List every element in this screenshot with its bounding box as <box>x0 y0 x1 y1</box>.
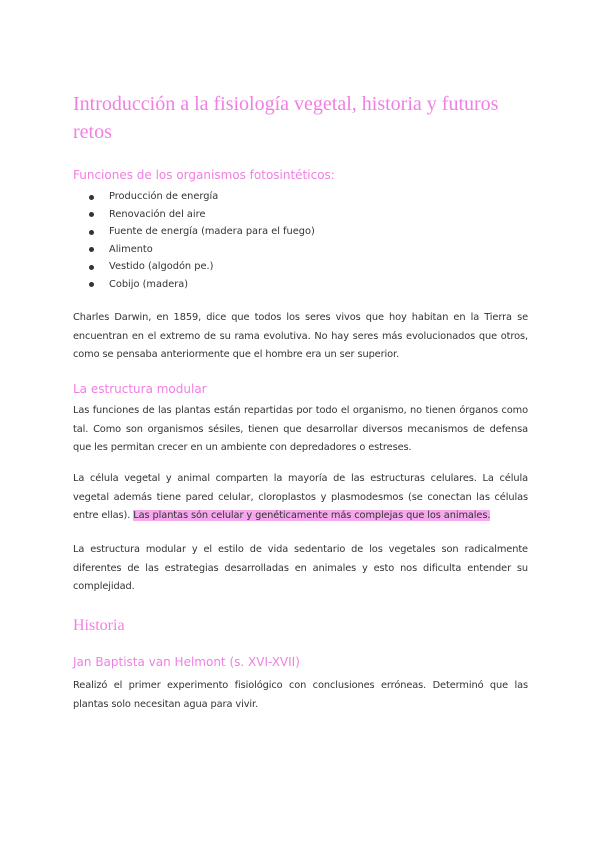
list-item: Cobijo (madera) <box>73 276 315 294</box>
bullet-icon <box>89 247 94 252</box>
list-item: Producción de energía <box>73 188 315 206</box>
bullet-icon <box>89 195 94 200</box>
estructura-paragraph-2-text: La célula vegetal y animal comparten la mayoría de las estructuras celulares. La célula vegetal además tiene pared celular, cloroplastos y plasmodesmos (se conectan las células entre ellas). <box>73 473 528 521</box>
bullet-icon <box>89 282 94 287</box>
estructura-paragraph-2 <box>73 470 528 526</box>
estructura-heading: La estructura modular <box>73 382 207 396</box>
historia-heading: Historia <box>73 617 125 634</box>
funciones-list <box>73 188 315 294</box>
list-item: Fuente de energía (madera para el fuego) <box>73 223 315 241</box>
list-item: Alimento <box>73 241 315 259</box>
estructura-paragraph-1: Las funciones de las plantas están repartidas por todo el organismo, no tienen órganos como tal. Como son organismos sésiles, tienen que desarrollar diversos mecanismos de defensa que les permitan crecer en un ambiente con depredadores o estreses. <box>73 405 528 453</box>
highlighted-text: Las plantas són celular y genéticamente más complejas que los animales. <box>133 510 491 521</box>
document-title: Introducción a la fisiología vegetal, historia y futuros retos <box>73 93 499 143</box>
estructura-paragraph-3: La estructura modular y el estilo de vida sedentario de los vegetales son radicalmente diferentes de las estrategias desarrolladas en animales y esto nos dificulta entender su complejidad. <box>73 544 528 592</box>
bullet-icon <box>89 230 94 235</box>
helmont-paragraph: Realizó el primer experimento fisiológico con conclusiones erróneas. Determinó que las plantas solo necesitan agua para vivir. <box>73 680 528 710</box>
helmont-heading: Jan Baptista van Helmont (s. XVI-XVII) <box>73 655 300 669</box>
list-item: Renovación del aire <box>73 206 315 224</box>
bullet-icon <box>89 265 94 270</box>
list-item: Vestido (algodón pe.) <box>73 258 315 276</box>
darwin-paragraph: Charles Darwin, en 1859, dice que todos los seres vivos que hoy habitan en la Tierra se encuentran en el extremo de su rama evolutiva. No hay seres más evolucionados que otros, como se pensaba anteriormente que el hombre era un ser superior. <box>73 312 528 360</box>
funciones-heading: Funciones de los organismos fotosintéticos: <box>73 168 335 182</box>
bullet-icon <box>89 212 94 217</box>
